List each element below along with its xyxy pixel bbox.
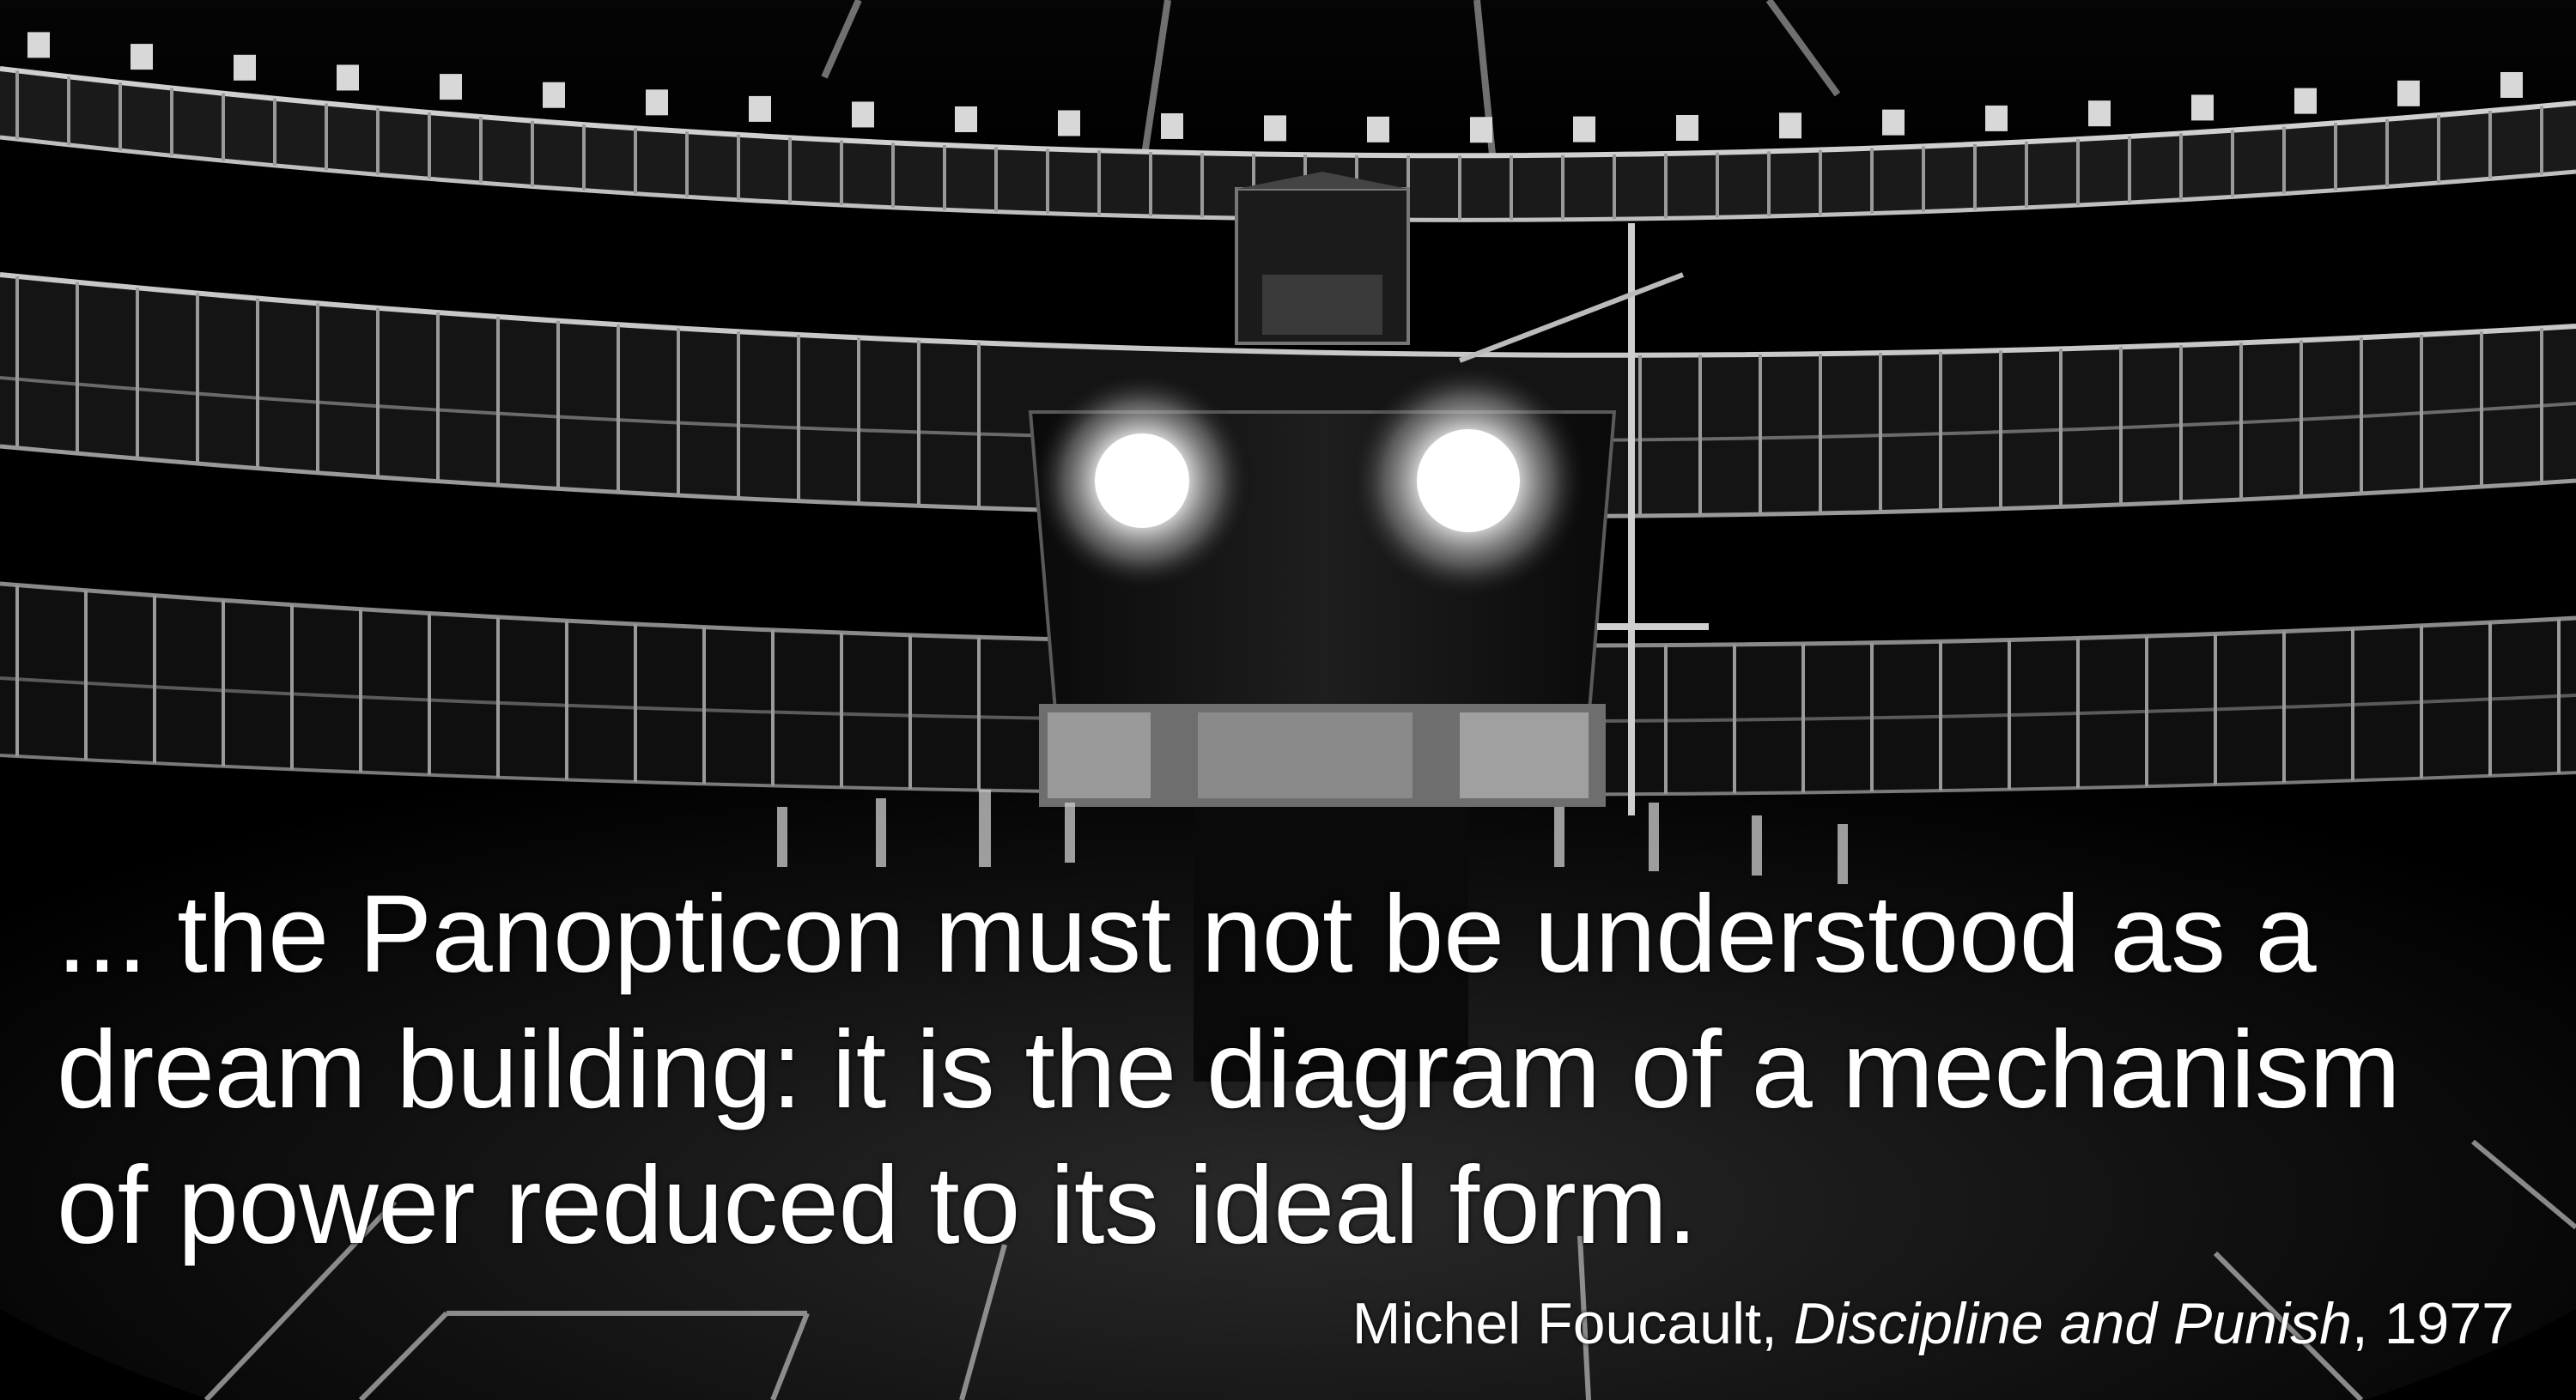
attribution-author: Michel Foucault <box>1352 1291 1761 1356</box>
quote-attribution <box>1352 1289 2514 1358</box>
attribution-year: 1977 <box>2384 1291 2514 1356</box>
quote-line-1: ... the Panopticon must not be understood as a <box>57 873 2317 996</box>
cell-window <box>234 55 256 81</box>
cell-window <box>2500 72 2523 98</box>
attribution-separator-1: , <box>1760 1291 1794 1356</box>
quote-line-2: dream building: it is the diagram of a mechanism <box>57 1009 2401 1131</box>
cell-window <box>27 32 50 58</box>
cell-window <box>2397 81 2420 106</box>
cell-window <box>1367 117 1389 142</box>
attribution-separator-2: , <box>2351 1291 2385 1356</box>
cell-window <box>1058 110 1080 136</box>
cell-window <box>2294 88 2317 114</box>
cell-window <box>646 89 668 115</box>
cell-window <box>749 96 771 122</box>
cell-window <box>2191 94 2214 120</box>
cell-window <box>131 44 153 70</box>
attribution-book-title: Discipline and Punish <box>1793 1291 2352 1356</box>
foucault-quote <box>57 867 2547 1274</box>
cell-window <box>2088 100 2111 126</box>
cell-window <box>337 64 359 90</box>
cell-window <box>852 101 874 127</box>
cell-window <box>1779 112 1801 138</box>
cell-window <box>1985 106 2008 131</box>
cell-window <box>955 106 977 132</box>
cell-window <box>1676 115 1698 141</box>
cell-window <box>543 82 565 108</box>
cell-window <box>1470 117 1492 142</box>
cell-window <box>1264 115 1286 141</box>
cell-window <box>440 74 462 100</box>
cell-window <box>1161 113 1183 139</box>
quote-line-3: of power reduced to its ideal form. <box>57 1144 1698 1267</box>
cell-window <box>1573 117 1595 142</box>
cell-window <box>1882 110 1905 136</box>
